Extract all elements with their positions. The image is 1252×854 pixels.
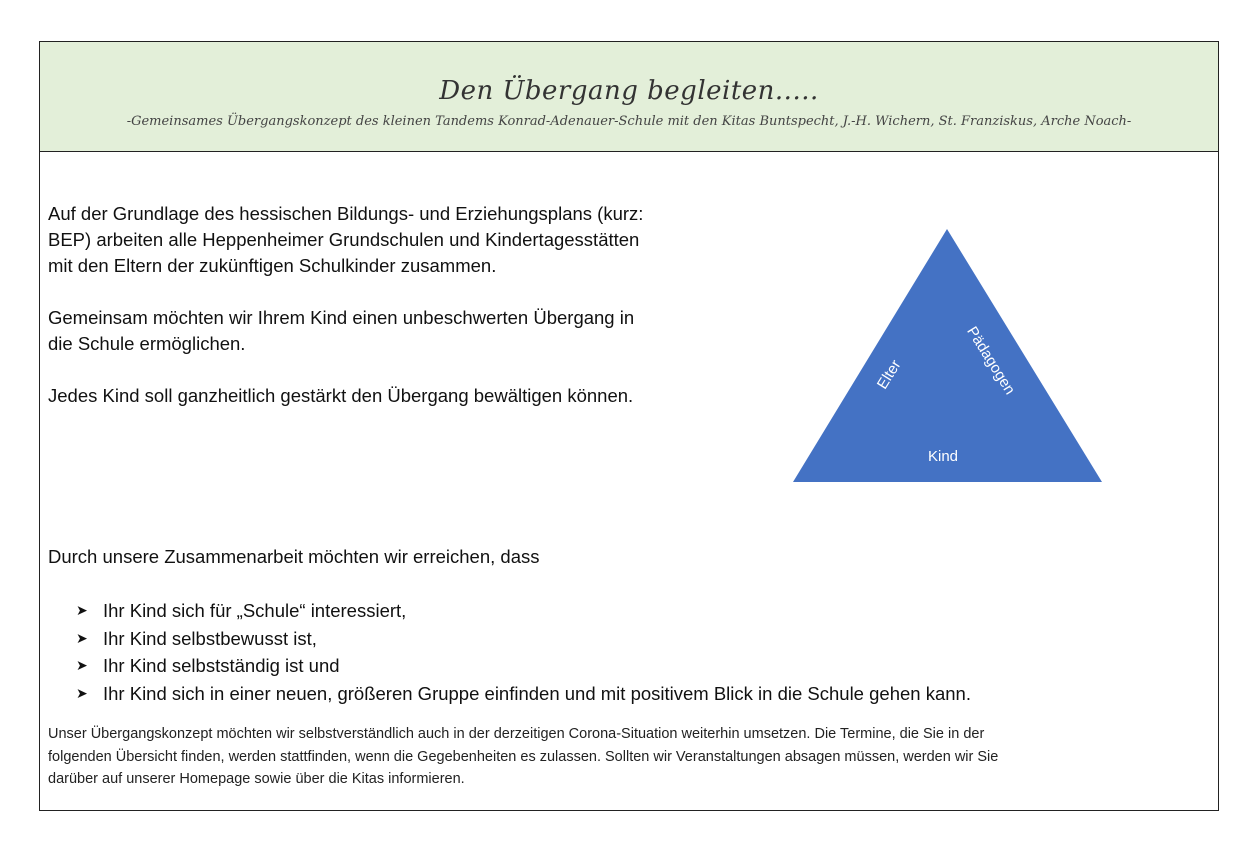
triangle-label-bottom: Kind (927, 448, 959, 465)
document-frame (39, 41, 1219, 811)
intro-line: mit den Eltern der zukünftigen Schulkinder zusammen. (48, 255, 497, 276)
intro-line: Auf der Grundlage des hessischen Bildungs- und Erziehungsplans (kurz: (48, 203, 644, 224)
goal-text: Ihr Kind sich in einer neuen, größeren Gruppe einfinden und mit positivem Blick in die Schule gehen kann. (103, 682, 971, 704)
goal-list (76, 597, 971, 707)
page-title: Den Übergang begleiten..... (439, 76, 819, 106)
goal-text: Ihr Kind selbstbewusst ist, (103, 627, 317, 649)
arrow-bullet-icon: ➤ (76, 602, 88, 618)
together-paragraph (48, 305, 688, 357)
goal-intro: Durch unsere Zusammenarbeit möchten wir erreichen, dass (48, 546, 540, 567)
header-banner (40, 42, 1218, 152)
holistic-paragraph: Jedes Kind soll ganzheitlich gestärkt den Übergang bewältigen können. (48, 385, 634, 406)
goal-text: Ihr Kind sich für „Schule“ interessiert, (103, 600, 407, 621)
page-subtitle: -Gemeinsames Übergangskonzept des kleinen Tandems Konrad-Adenauer-Schule mit den Kitas Buntspecht, J.-H. Wichern, St. Franziskus, Arche Noach- (126, 114, 1132, 129)
list-item (76, 652, 971, 680)
arrow-bullet-icon: ➤ (76, 629, 88, 646)
list-item (76, 680, 971, 708)
triangle-diagram (791, 227, 1103, 483)
notice-line: folgenden Übersicht finden, werden stattfinden, wenn die Gegebenheiten es zulassen. Sollten wir Veranstaltungen absagen müssen, werden wir Sie (48, 748, 999, 765)
triangle-label-left: Elter (873, 357, 905, 393)
list-item (76, 625, 971, 653)
together-line: Gemeinsam möchten wir Ihrem Kind einen unbeschwerten Übergang in (48, 307, 635, 328)
goal-text: Ihr Kind selbstständig ist und (103, 655, 340, 676)
intro-line: BEP) arbeiten alle Heppenheimer Grundschulen und Kindertagesstätten (48, 229, 640, 250)
arrow-bullet-icon: ➤ (76, 684, 88, 701)
triangle-label-right: Pädagogen (963, 323, 1019, 398)
list-item (76, 597, 971, 625)
corona-notice (48, 723, 1198, 791)
notice-line: Unser Übergangskonzept möchten wir selbstverständlich auch in der derzeitigen Corona-Situation weiterhin umsetzen. Die Termine, die Sie in der (48, 726, 985, 742)
intro-paragraph (48, 201, 688, 279)
triangle-shape (793, 229, 1102, 482)
notice-line: darüber auf unserer Homepage sowie über die Kitas informieren. (48, 771, 465, 787)
together-line: die Schule ermöglichen. (48, 333, 246, 354)
arrow-bullet-icon: ➤ (76, 657, 88, 673)
